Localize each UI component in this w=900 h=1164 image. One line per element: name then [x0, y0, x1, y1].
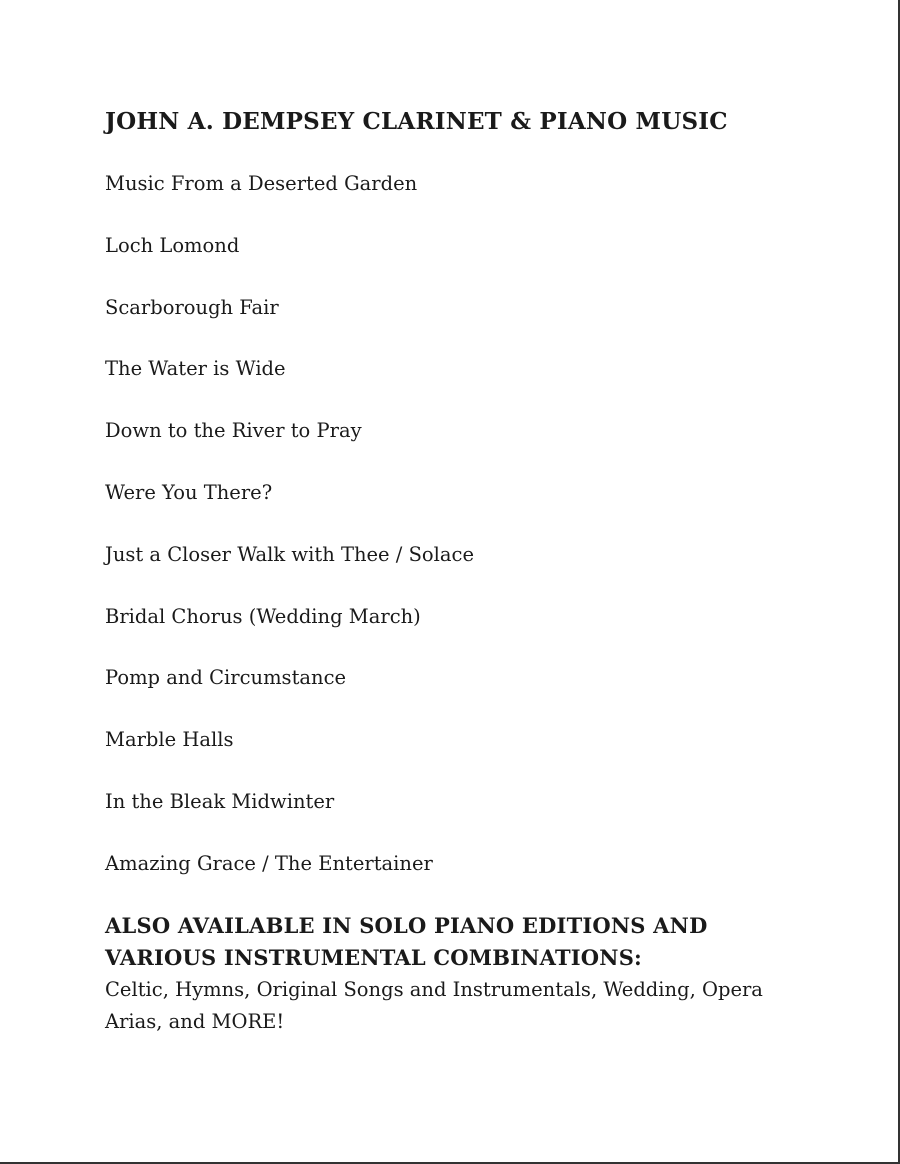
- song-item: Pomp and Circumstance: [105, 666, 347, 690]
- also-available-section: [105, 910, 825, 1038]
- also-available-description: Celtic, Hymns, Original Songs and Instrumentals, Wedding, Opera Arias, and MORE!: [105, 978, 763, 1033]
- song-item: Were You There?: [105, 480, 273, 504]
- song-item: Down to the River to Pray: [105, 419, 362, 443]
- song-item: Music From a Deserted Garden: [105, 172, 418, 195]
- song-item: Bridal Chorus (Wedding March): [105, 604, 421, 628]
- song-item: The Water is Wide: [105, 357, 286, 381]
- also-available-heading: ALSO AVAILABLE IN SOLO PIANO EDITIONS AND VARIOUS INSTRUMENTAL COMBINATIONS:: [105, 913, 708, 970]
- song-item: Amazing Grace / The Entertainer: [105, 851, 433, 875]
- song-item: In the Bleak Midwinter: [105, 789, 335, 813]
- song-list: [105, 170, 474, 912]
- song-item: Scarborough Fair: [105, 295, 279, 319]
- song-item: Just a Closer Walk with Thee / Solace: [105, 542, 474, 566]
- song-item: Loch Lomond: [105, 233, 240, 257]
- page-title: JOHN A. DEMPSEY CLARINET & PIANO MUSIC: [105, 108, 728, 135]
- song-item: Marble Halls: [105, 728, 234, 752]
